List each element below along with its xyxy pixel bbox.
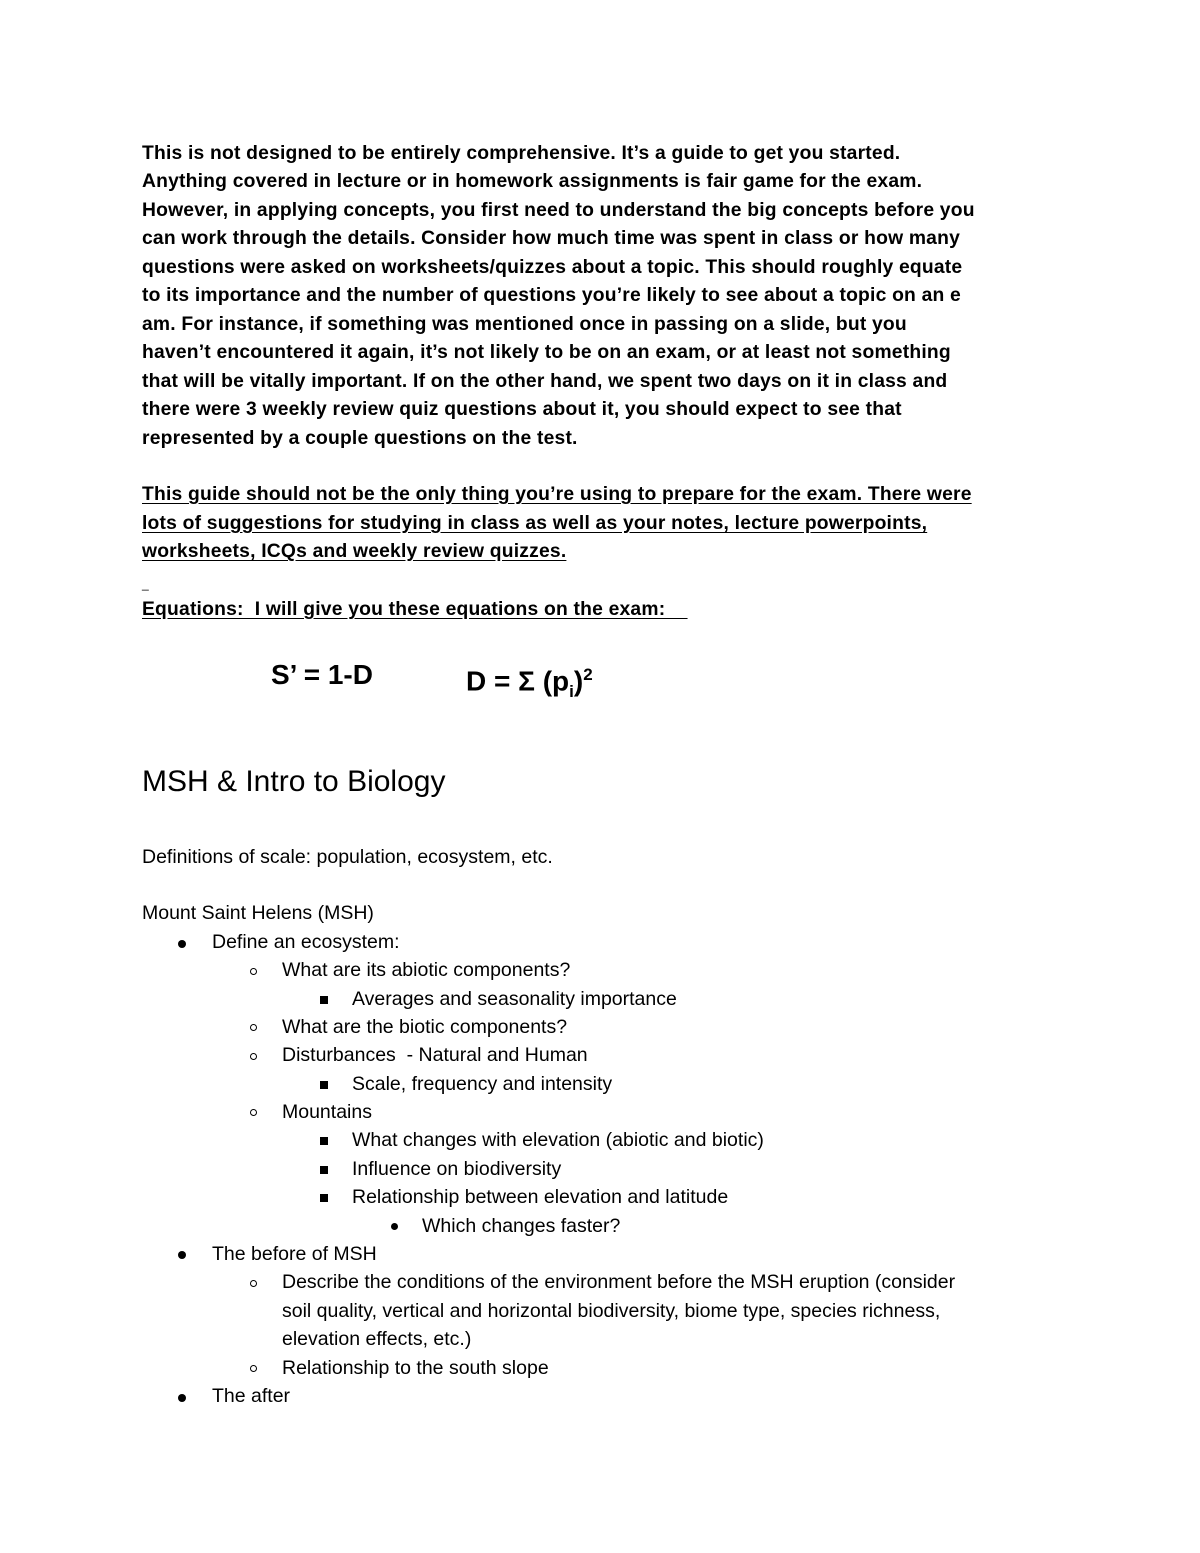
intro-line: questions were asked on worksheets/quizzes about a topic. This should roughly equate — [142, 257, 963, 278]
intro-line: However, in applying concepts, you first need to understand the big concepts before you — [142, 200, 975, 221]
bullet-circle-icon — [250, 1280, 257, 1287]
equations-label: Equations: I will give you these equations on the exam: — [142, 599, 688, 620]
list-item: The before of MSH — [212, 1243, 377, 1265]
list-item-continuation: soil quality, vertical and horizontal biodiversity, biome type, species richness, — [282, 1300, 941, 1322]
list-item: Define an ecosystem: — [212, 931, 400, 953]
bullet-circle-icon — [250, 1109, 257, 1116]
bullet-circle-icon — [250, 968, 257, 975]
list-item: Averages and seasonality importance — [352, 988, 677, 1010]
list-item: Disturbances - Natural and Human — [282, 1044, 588, 1066]
list-item: What are its abiotic components? — [282, 959, 571, 981]
list-item: Scale, frequency and intensity — [352, 1073, 613, 1095]
bullet-dot-icon — [391, 1223, 398, 1230]
list-item: Relationship between elevation and latitude — [352, 1186, 729, 1208]
bullet-circle-icon — [250, 1053, 257, 1060]
list-item: Relationship to the south slope — [282, 1357, 549, 1379]
definitions-line: Definitions of scale: population, ecosystem, etc. — [142, 846, 553, 868]
bullet-dot-icon — [178, 1251, 186, 1259]
bullet-dot-icon — [178, 1394, 186, 1402]
bullet-square-icon — [320, 996, 328, 1004]
equation-subscript: i — [569, 681, 574, 701]
list-item: What changes with elevation (abiotic and biotic) — [352, 1129, 764, 1151]
intro-line: to its importance and the number of questions you’re likely to see about a topic on an e — [142, 285, 961, 306]
intro-line: This is not designed to be entirely comprehensive. It’s a guide to get you started. — [142, 143, 901, 164]
intro-line: that will be vitally important. If on the other hand, we spent two days on it in class and — [142, 371, 948, 392]
bullet-square-icon — [320, 1194, 328, 1202]
intro-line: haven’t encountered it again, it’s not likely to be on an exam, or at least not something — [142, 342, 951, 363]
msh-title: Mount Saint Helens (MSH) — [142, 902, 374, 924]
bullet-circle-icon — [250, 1024, 257, 1031]
guide-note-line: lots of suggestions for studying in class as well as your notes, lecture powerpoints, — [142, 513, 928, 534]
list-item-continuation: elevation effects, etc.) — [282, 1328, 472, 1350]
list-item: Which changes faster? — [422, 1215, 621, 1237]
guide-note-line: worksheets, ICQs and weekly review quizzes. — [142, 541, 567, 562]
equation-simpson — [466, 652, 593, 715]
equation-superscript: 2 — [583, 665, 593, 684]
bullet-square-icon — [320, 1137, 328, 1145]
bullet-dot-icon — [178, 940, 186, 948]
guide-note-line: This guide should not be the only thing you’re using to prepare for the exam. There were — [142, 484, 972, 505]
bullet-square-icon — [320, 1081, 328, 1089]
intro-line: represented by a couple questions on the test. — [142, 428, 578, 449]
spacer-mark: _ — [142, 577, 149, 591]
list-item: Influence on biodiversity — [352, 1158, 562, 1180]
intro-line: Anything covered in lecture or in homework assignments is fair game for the exam. — [142, 171, 923, 192]
intro-line: am. For instance, if something was mentioned once in passing on a slide, but you — [142, 314, 907, 335]
section-heading: MSH & Intro to Biology — [142, 765, 446, 798]
equation-evenness: S’ = 1-D — [271, 659, 373, 690]
list-item: Describe the conditions of the environment before the MSH eruption (consider — [282, 1271, 956, 1293]
bullet-circle-icon — [250, 1365, 257, 1372]
equations-row — [0, 652, 1200, 701]
equation-simpson-close: ) — [573, 665, 584, 697]
list-item: The after — [212, 1385, 291, 1407]
equation-simpson-main: D = Σ (p — [466, 665, 570, 697]
intro-line: there were 3 weekly review quiz questions about it, you should expect to see that — [142, 399, 902, 420]
intro-line: can work through the details. Consider how much time was spent in class or how many — [142, 228, 960, 249]
list-item: What are the biotic components? — [282, 1016, 568, 1038]
bullet-square-icon — [320, 1166, 328, 1174]
list-item: Mountains — [282, 1101, 372, 1123]
